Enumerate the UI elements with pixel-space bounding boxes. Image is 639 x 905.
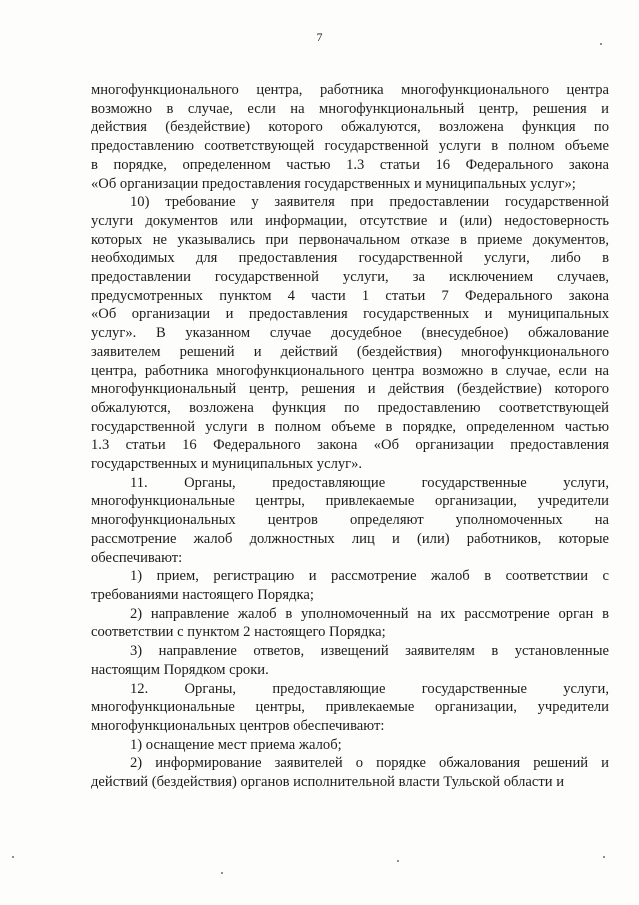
text-line: многофункциональные центры, привлекаемые организации, учредители xyxy=(91,699,609,716)
text-line: многофункциональный центр, решения и действия (бездействие) которого xyxy=(91,381,609,398)
text-line: 1.3 статьи 16 Федерального закона «Об организации предоставления xyxy=(91,437,609,454)
scan-speck xyxy=(603,856,605,858)
text-line: соответствии с пунктом 2 настоящего Порядка; xyxy=(91,624,386,641)
text-line: 3) направление ответов, извещений заявителям в установленные xyxy=(130,643,609,660)
text-line: требованиями настоящего Порядка; xyxy=(91,586,314,603)
text-line: государственных и муниципальных услуг». xyxy=(91,456,363,473)
text-line: обжалуются, возложена функция по предоставлению соответствующей xyxy=(91,399,609,416)
text-line: действия (бездействие) которого обжалуются, возложена функция по xyxy=(91,119,609,136)
text-line: услуг». В указанном случае досудебное (внесудебное) обжалование xyxy=(91,325,609,342)
text-line: 1) оснащение мест приема жалоб; xyxy=(130,736,342,753)
text-line: «Об организации и предоставления государственных и муниципальных xyxy=(91,306,609,323)
text-line: «Об организации предоставления государственных и муниципальных услуг»; xyxy=(91,175,576,192)
text-line: необходимых для предоставления государственной услуги, либо в xyxy=(91,250,609,267)
scan-speck xyxy=(600,43,602,45)
text-line: многофункциональные центры, привлекаемые организации, учредители xyxy=(91,493,609,510)
text-line: которых не указывались при первоначальном отказе в приеме документов, xyxy=(91,231,609,248)
text-line: государственной услуги в полном объеме в порядке, определенном частью xyxy=(91,418,609,435)
text-line: многофункциональных центров обеспечивают: xyxy=(91,717,385,734)
text-line: центра, работника многофункционального центра возможно в случае, если на xyxy=(91,362,609,379)
text-line: предоставлении государственной услуги, за исключением случаев, xyxy=(91,269,609,286)
text-line: рассмотрение жалоб должностных лиц и (или) работников, которые xyxy=(91,530,609,547)
text-line: обеспечивают: xyxy=(91,549,183,566)
scan-speck xyxy=(12,856,14,858)
text-line: 12. Органы, предоставляющие государственные услуги, xyxy=(130,680,609,697)
document-body xyxy=(91,81,609,792)
text-line: заявителем решений и действий (бездействия) многофункционального xyxy=(91,343,609,360)
text-line: предусмотренных пунктом 4 части 1 статьи 7 Федерального закона xyxy=(91,287,609,304)
page-number: 7 xyxy=(316,30,323,44)
text-line: многофункциональных центров определяют уполномоченных на xyxy=(91,512,609,529)
text-line: 10) требование у заявителя при предоставлении государственной xyxy=(130,194,609,211)
text-line: возможно в случае, если на многофункциональный центр, решения и xyxy=(91,100,609,117)
text-line: в порядке, определенном частью 1.3 статьи 16 Федерального закона xyxy=(91,156,609,173)
text-line: 11. Органы, предоставляющие государственные услуги, xyxy=(130,474,609,491)
text-line: услуги документов или информации, отсутствие и (или) недостоверность xyxy=(91,212,609,229)
text-line: 2) информирование заявителей о порядке обжалования решений и xyxy=(130,755,609,772)
text-line: предоставлению соответствующей государственной услуги в полном объеме xyxy=(91,138,609,155)
scan-speck xyxy=(221,872,223,874)
text-line: 1) прием, регистрацию и рассмотрение жалоб в соответствии с xyxy=(130,568,609,585)
text-line: действий (бездействия) органов исполнительной власти Тульской области и xyxy=(91,774,565,791)
scan-speck xyxy=(397,860,399,862)
text-line: 2) направление жалоб в уполномоченный на их рассмотрение орган в xyxy=(130,605,609,622)
text-line: многофункционального центра, работника многофункционального центра xyxy=(91,82,609,98)
text-line: настоящим Порядком сроки. xyxy=(91,661,269,678)
